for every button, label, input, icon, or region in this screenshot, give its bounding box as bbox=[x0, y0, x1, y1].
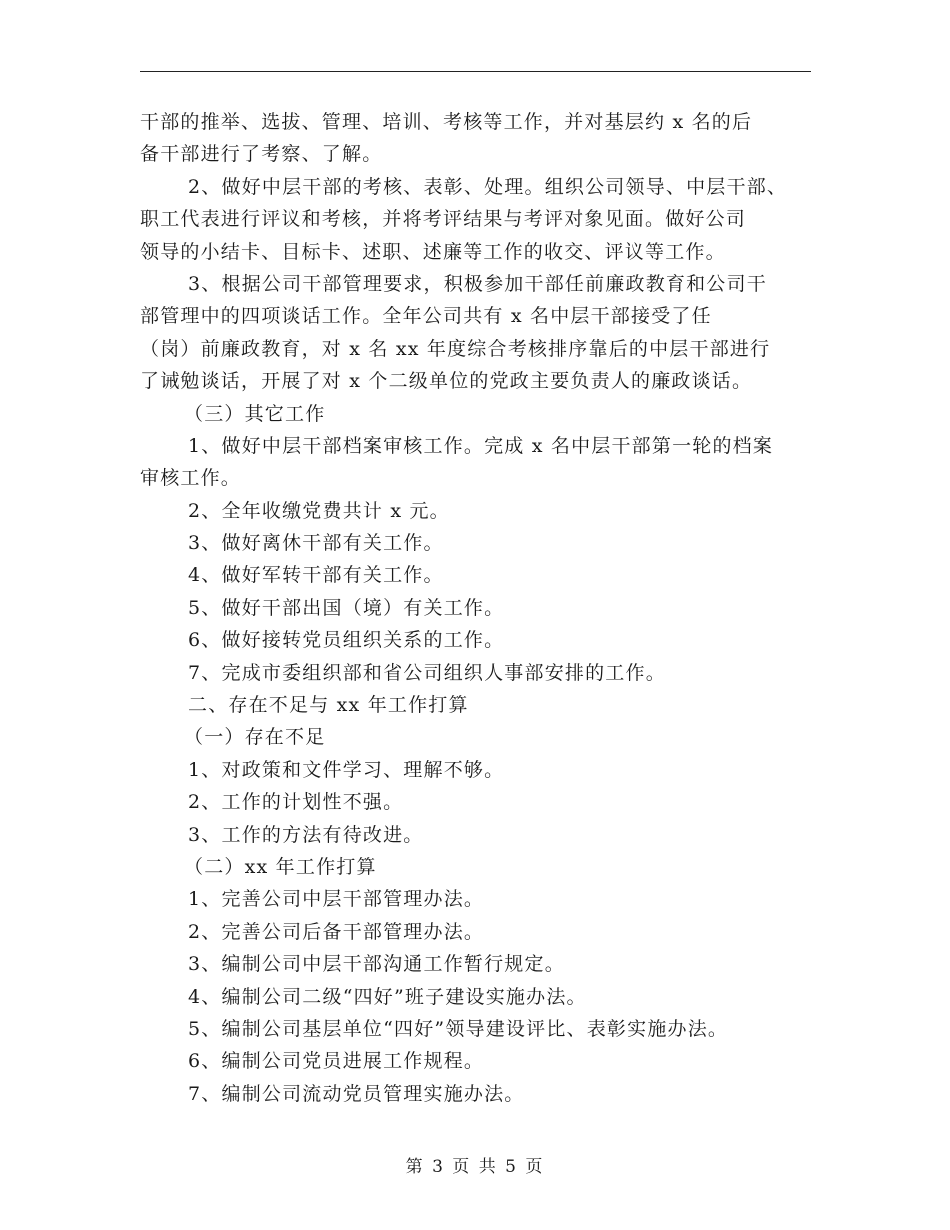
paragraph-line: （岗）前廉政教育，对 x 名 xx 年度综合考核排序靠后的中层干部进行 bbox=[140, 337, 771, 360]
paragraph-line: 了诫勉谈话，开展了对 x 个二级单位的党政主要负责人的廉政谈话。 bbox=[140, 370, 753, 393]
section-heading: （一）存在不足 bbox=[184, 726, 326, 749]
list-item: 2、全年收缴党费共计 x 元。 bbox=[188, 499, 450, 522]
list-item: 4、做好军转干部有关工作。 bbox=[188, 564, 444, 587]
list-item: 3、工作的方法有待改进。 bbox=[188, 823, 424, 846]
section-heading: （二）xx 年工作打算 bbox=[184, 855, 377, 878]
paragraph-line: 职工代表进行评议和考核，并将考评结果与考评对象见面。做好公司 bbox=[140, 208, 747, 231]
list-item: 3、做好离休干部有关工作。 bbox=[188, 532, 444, 555]
list-item: 4、编制公司二级“四好”班子建设实施办法。 bbox=[188, 985, 587, 1008]
list-item: 7、完成市委组织部和省公司组织人事部安排的工作。 bbox=[188, 661, 666, 684]
list-item: 3、编制公司中层干部沟通工作暂行规定。 bbox=[188, 953, 565, 976]
paragraph-line: 领导的小结卡、目标卡、述职、述廉等工作的收交、评议等工作。 bbox=[140, 240, 726, 263]
page-number: 第 3 页 共 5 页 bbox=[405, 1157, 545, 1177]
section-heading: 二、存在不足与 xx 年工作打算 bbox=[188, 694, 469, 717]
list-item: 1、对政策和文件学习、理解不够。 bbox=[188, 758, 505, 781]
paragraph-line: 1、做好中层干部档案审核工作。完成 x 名中层干部第一轮的档案 bbox=[188, 434, 774, 457]
list-item: 2、完善公司后备干部管理办法。 bbox=[188, 920, 485, 943]
document-body bbox=[140, 106, 820, 1110]
paragraph-line: 干部的推举、选拔、管理、培训、考核等工作，并对基层约 x 名的后 bbox=[140, 111, 753, 133]
list-item: 5、编制公司基层单位“四好”领导建设评比、表彰实施办法。 bbox=[188, 1017, 729, 1040]
section-heading: （三）其它工作 bbox=[184, 402, 326, 425]
paragraph-line: 2、做好中层干部的考核、表彰、处理。组织公司领导、中层干部、 bbox=[188, 175, 788, 198]
paragraph-line: 备干部进行了考察、了解。 bbox=[140, 143, 383, 166]
list-item: 2、工作的计划性不强。 bbox=[188, 791, 404, 814]
paragraph-line: 部管理中的四项谈话工作。全年公司共有 x 名中层干部接受了任 bbox=[140, 305, 712, 328]
paragraph-line: 3、根据公司干部管理要求，积极参加干部任前廉政教育和公司干 bbox=[188, 272, 767, 295]
list-item: 5、做好干部出国（境）有关工作。 bbox=[188, 596, 505, 619]
paragraph-line: 审核工作。 bbox=[140, 467, 242, 490]
list-item: 6、编制公司党员进展工作规程。 bbox=[188, 1050, 485, 1073]
list-item: 7、编制公司流动党员管理实施办法。 bbox=[188, 1082, 525, 1105]
header-rule bbox=[140, 71, 811, 72]
list-item: 1、完善公司中层干部管理办法。 bbox=[188, 888, 485, 911]
list-item: 6、做好接转党员组织关系的工作。 bbox=[188, 629, 505, 652]
